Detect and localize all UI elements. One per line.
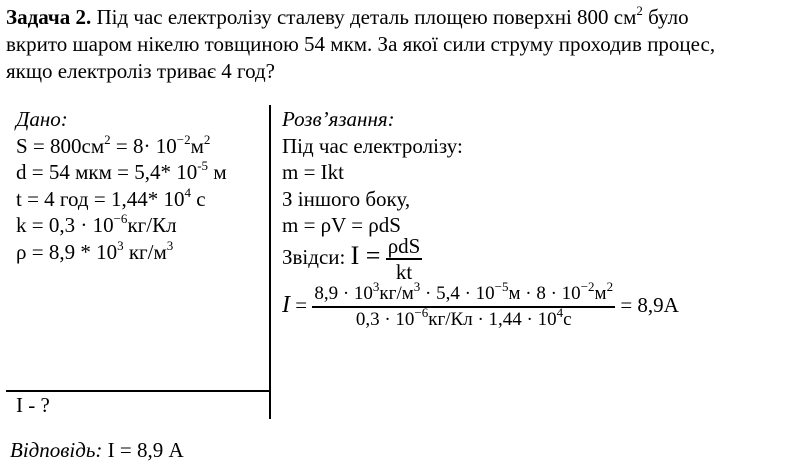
given-area: $S = 800см^2 = 8\cdot 10^{-2}м^2$ <box>16 131 211 158</box>
problem-line-1: Під час електролізу сталеву деталь площею поверхні 800 см <box>91 5 637 29</box>
formula-denominator: $0,3 \cdot 10^{-6}кг/Кл \cdot 1,44 \cdot 10^4с$ <box>355 304 572 330</box>
answer-value: I = 8,9 А <box>102 438 184 462</box>
solution-header: Розв’язання: <box>282 107 395 131</box>
formula-fraction <box>312 278 615 332</box>
solution-section <box>282 106 463 239</box>
zvidsy-numerator: ρdS <box>387 234 421 258</box>
given-thickness: d = 54 мкм = 5,4* $10^{-5}$ м <box>16 158 227 184</box>
solution-line-1: Під час електролізу: <box>282 133 463 158</box>
current-formula <box>282 234 422 284</box>
given-density: $\rho = 8,9 * 10^3$ $кг/м^3$ <box>16 237 174 264</box>
formula-result: = 8,9А <box>615 292 679 317</box>
problem-title: Задача 2. <box>6 5 92 29</box>
given-time: t = 4 год = 1,44* $10^4$ с <box>16 184 206 211</box>
zvidsy-denominator: kt <box>395 260 413 284</box>
answer-label: Відповідь: <box>10 438 103 462</box>
problem-line-2: вкрито шаром нікелю товщиною 54 мкм. За якої сили струму проходив процес, <box>6 32 716 56</box>
formula-lhs: I <box>282 291 290 318</box>
given-k: $k = 0,3 \cdot 10^{-6}кг/Кл$ <box>16 211 177 237</box>
horizontal-divider <box>6 390 271 392</box>
solution-line-4: m = ρV = ρdS <box>282 213 401 237</box>
formula-numerator: $8,9 \cdot 10^3кг/м^3 \cdot 5,4 \cdot 10^{-5}м \cdot 8 \cdot 10^{-2}м^2$ <box>314 278 614 304</box>
zvidsy-fraction <box>386 234 423 284</box>
zvidsy-lhs: I = <box>350 240 381 270</box>
numeric-formula: I = $\frac{8,9 \cdot 10^3кг/м^3 \cdot 5,4 \cdot 10^{-5}м \cdot 8 \cdot 10^{-2}м^2}{0,3 \cdot 10^{-6}кг/Кл \cdot 1,44 \cdot 10^4с}$ = 8,9А <box>282 278 679 330</box>
problem-line-3: якщо електроліз триває 4 год? <box>6 59 275 83</box>
zvidsy-label: Звідси: <box>282 244 351 269</box>
solution-line-2: m = Ikt <box>282 160 345 184</box>
answer-line <box>10 438 184 463</box>
vertical-divider <box>269 105 271 419</box>
find-quantity: I - ? <box>16 393 50 417</box>
solution-line-3: З іншого боку, <box>282 186 411 211</box>
given-section <box>16 106 227 265</box>
problem-statement: Задача 2. Під час електролізу сталеву деталь площею поверхні 800 $см^2$ було вкрито шаром нікелю товщиною 54 мкм. За якої сили струму проходив процес, якщо електроліз триває 4 год? <box>6 4 792 85</box>
given-header: Дано: <box>16 107 68 131</box>
